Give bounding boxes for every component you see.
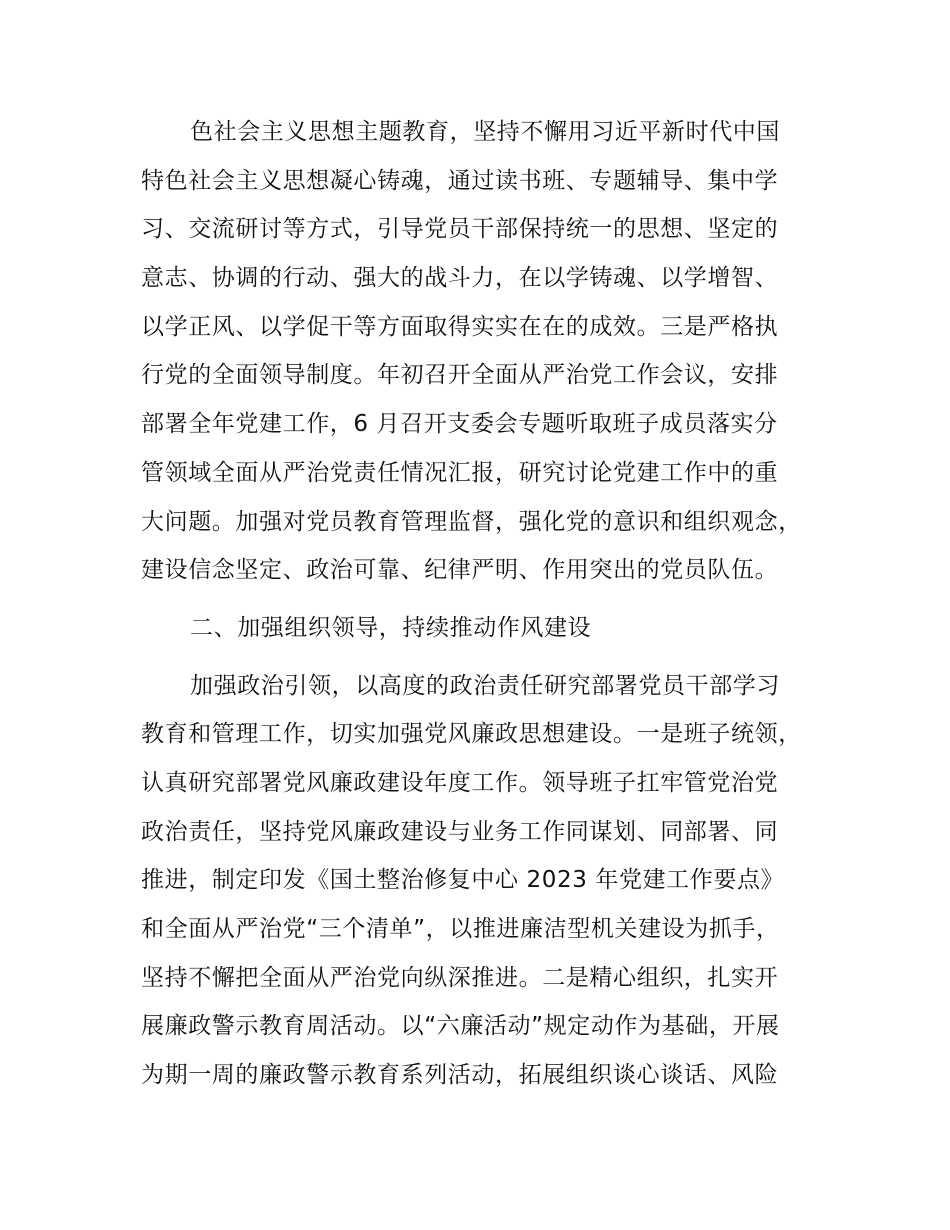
text-line: 认真研究部署党风廉政建设年度工作。领导班子扛牢管党治党 (141, 769, 779, 796)
heading-line: 二、加强组织领导，持续推动作风建设 (190, 614, 592, 641)
text-line: 大问题。加强对党员教育管理监督，强化党的意识和组织观念， (141, 508, 802, 535)
paragraph-spacing (141, 595, 831, 604)
text-line: 和全面从严治党“三个清单”，以推进廉洁型机关建设为抓手， (141, 916, 780, 942)
text-line: 色社会主义思想主题教育，坚持不懈用习近平新时代中国 (190, 119, 780, 145)
paragraph (141, 662, 831, 1100)
text-line: 推进，制定印发《国土整治修复中心 2023 年党建工作要点》 (141, 867, 785, 894)
text-line: 为期一周的廉政警示教育系列活动，拓展组织谈心谈话、风险 (141, 1062, 779, 1089)
text-line: 习、交流研讨等方式，引导党员干部保持统一的思想、坚定的 (141, 216, 779, 243)
text-line: 教育和管理工作，切实加强党风廉政思想建设。一是班子统领， (141, 721, 802, 748)
text-line: 坚持不懈把全面从严治党向纵深推进。二是精心组织，扎实开 (141, 964, 779, 991)
text-line: 加强政治引领，以高度的政治责任研究部署党员干部学习 (190, 672, 780, 699)
section-heading (141, 604, 831, 653)
text-line: 特色社会主义思想凝心铸魂，通过读书班、专题辅导、集中学 (141, 167, 779, 194)
text-line: 以学正风、以学促干等方面取得实实在在的成效。三是严格执 (141, 313, 779, 340)
text-line: 管领域全面从严治党责任情况汇报，研究讨论党建工作中的重 (141, 459, 779, 486)
paragraph-continuation (141, 108, 831, 595)
paragraph-spacing (141, 653, 831, 662)
text-line: 展廉政警示教育周活动。以“六廉活动”规定动作为基础，开展 (141, 1013, 780, 1040)
document-body (141, 108, 831, 1100)
text-line: 政治责任，坚持党风廉政建设与业务工作同谋划、同部署、同 (141, 818, 779, 845)
text-line: 意志、协调的行动、强大的战斗力，在以学铸魂、以学增智、 (141, 265, 779, 292)
text-line: 建设信念坚定、政治可靠、纪律严明、作用突出的党员队伍。 (141, 557, 779, 584)
text-line: 行党的全面领导制度。年初召开全面从严治党工作会议，安排 (141, 362, 779, 389)
text-line: 部署全年党建工作，6 月召开支委会专题听取班子成员落实分 (141, 411, 778, 438)
